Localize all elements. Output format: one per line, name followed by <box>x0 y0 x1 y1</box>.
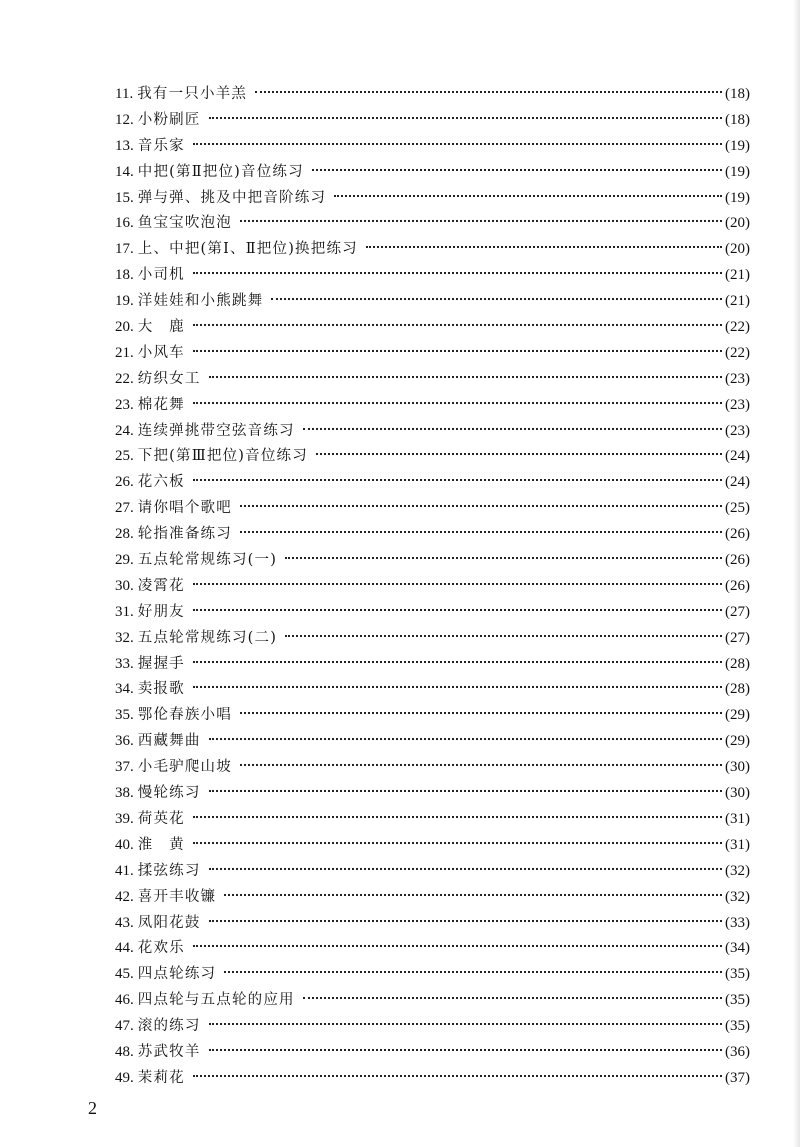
entry-title: 小毛驴爬山坡 <box>137 759 232 776</box>
entry-page-number: (26) <box>725 577 750 594</box>
dot-leader <box>366 246 722 248</box>
entry-title: 凌霄花 <box>137 577 185 594</box>
entry-title: 弹与弹、挑及中把音阶练习 <box>137 189 327 206</box>
entry-page-number: (35) <box>725 966 750 983</box>
entry-number: 33. <box>115 655 134 672</box>
toc-entry <box>115 315 750 341</box>
dot-leader <box>209 1049 722 1051</box>
toc-entry <box>115 807 750 833</box>
dot-leader <box>209 920 722 922</box>
entry-number: 27. <box>115 500 134 517</box>
entry-title: 中把(第Ⅱ把位)音位练习 <box>137 163 304 180</box>
entry-number: 41. <box>115 862 134 879</box>
entry-number: 13. <box>115 137 134 154</box>
entry-title: 西藏舞曲 <box>137 733 201 750</box>
entry-title: 凤阳花鼓 <box>137 914 201 931</box>
toc-entry <box>115 496 750 522</box>
entry-title: 请你唱个歌吧 <box>137 500 232 517</box>
entry-title: 棉花舞 <box>137 396 185 413</box>
entry-number: 22. <box>115 370 134 387</box>
dot-leader <box>224 971 722 973</box>
entry-title: 茉莉花 <box>137 1069 185 1086</box>
dot-leader <box>193 350 722 352</box>
entry-title: 好朋友 <box>137 603 185 620</box>
toc-entry <box>115 444 750 470</box>
toc-entry <box>115 82 750 108</box>
dot-leader <box>209 376 722 378</box>
toc-entry <box>115 160 750 186</box>
entry-page-number: (28) <box>725 655 750 672</box>
entry-page-number: (23) <box>725 422 750 439</box>
entry-page-number: (34) <box>725 940 750 957</box>
toc-entry <box>115 1066 750 1092</box>
dot-leader <box>240 531 722 533</box>
entry-title: 握握手 <box>137 655 185 672</box>
entry-title: 小司机 <box>137 267 185 284</box>
toc-entry <box>115 781 750 807</box>
entry-number: 24. <box>115 422 134 439</box>
entry-page-number: (18) <box>725 86 750 102</box>
entry-number: 46. <box>115 992 134 1009</box>
entry-title: 四点轮与五点轮的应用 <box>137 992 295 1009</box>
entry-page-number: (26) <box>725 552 750 569</box>
dot-leader <box>209 738 722 740</box>
entry-page-number: (35) <box>725 1018 750 1035</box>
toc-entry <box>115 419 750 445</box>
toc-entry <box>115 574 750 600</box>
dot-leader <box>193 816 722 818</box>
entry-title: 苏武牧羊 <box>137 1043 201 1060</box>
toc-entry <box>115 470 750 496</box>
entry-number: 42. <box>115 888 134 905</box>
entry-number: 25. <box>115 448 134 465</box>
entry-title: 慢轮练习 <box>137 785 201 802</box>
entry-number: 36. <box>115 733 134 750</box>
entry-title: 鄂伦春族小唱 <box>137 707 232 724</box>
entry-page-number: (26) <box>725 526 750 543</box>
entry-number: 45. <box>115 966 134 983</box>
toc-entry <box>115 367 750 393</box>
dot-leader <box>312 169 722 171</box>
toc-entry <box>115 859 750 885</box>
dot-leader <box>240 712 722 714</box>
toc-entry <box>115 962 750 988</box>
toc-entry <box>115 548 750 574</box>
toc-entry <box>115 186 750 212</box>
dot-leader <box>209 117 722 119</box>
entry-title: 洋娃娃和小熊跳舞 <box>137 293 264 310</box>
page-number: 2 <box>88 1098 97 1118</box>
entry-title: 揉弦练习 <box>137 862 201 879</box>
entry-number: 29. <box>115 552 134 569</box>
entry-page-number: (33) <box>725 914 750 931</box>
dot-leader <box>271 298 722 300</box>
entry-number: 14. <box>115 163 134 180</box>
dot-leader <box>209 868 722 870</box>
entry-page-number: (18) <box>725 111 750 128</box>
toc-entry <box>115 263 750 289</box>
entry-page-number: (22) <box>725 344 750 361</box>
toc-entry <box>115 729 750 755</box>
entry-title: 卖报歌 <box>137 681 185 698</box>
entry-title: 小风车 <box>137 344 185 361</box>
entry-page-number: (30) <box>725 759 750 776</box>
dot-leader <box>255 91 722 93</box>
entry-page-number: (21) <box>725 293 750 310</box>
dot-leader <box>193 686 722 688</box>
entry-number: 12. <box>115 111 134 128</box>
toc-entry <box>115 833 750 859</box>
entry-page-number: (19) <box>725 137 750 154</box>
entry-page-number: (32) <box>725 862 750 879</box>
page-edge-shadow <box>793 0 800 1147</box>
dot-leader <box>334 195 722 197</box>
dot-leader <box>193 143 722 145</box>
entry-page-number: (21) <box>725 267 750 284</box>
entry-page-number: (32) <box>725 888 750 905</box>
dot-leader <box>209 1023 722 1025</box>
dot-leader <box>240 764 722 766</box>
toc-entry <box>115 652 750 678</box>
toc-entry <box>115 134 750 160</box>
entry-page-number: (24) <box>725 448 750 465</box>
toc-entry <box>115 522 750 548</box>
dot-leader <box>303 997 722 999</box>
entry-title: 淮 黄 <box>137 836 185 853</box>
entry-page-number: (24) <box>725 474 750 491</box>
toc-entry <box>115 1040 750 1066</box>
entry-number: 26. <box>115 474 134 491</box>
dot-leader <box>193 609 722 611</box>
toc-entry <box>115 289 750 315</box>
entry-page-number: (29) <box>725 707 750 724</box>
entry-title: 小粉刷匠 <box>137 111 201 128</box>
toc-entry <box>115 600 750 626</box>
entry-page-number: (27) <box>725 629 750 646</box>
dot-leader <box>193 272 722 274</box>
dot-leader <box>193 479 722 481</box>
toc-entry <box>115 911 750 937</box>
entry-page-number: (29) <box>725 733 750 750</box>
dot-leader <box>193 583 722 585</box>
dot-leader <box>285 557 722 559</box>
entry-number: 35. <box>115 707 134 724</box>
entry-page-number: (28) <box>725 681 750 698</box>
entry-number: 48. <box>115 1043 134 1060</box>
entry-page-number: (22) <box>725 319 750 336</box>
toc-entry <box>115 677 750 703</box>
entry-page-number: (31) <box>725 836 750 853</box>
dot-leader <box>209 790 722 792</box>
entry-number: 47. <box>115 1018 134 1035</box>
dot-leader <box>303 428 722 430</box>
entry-number: 31. <box>115 603 134 620</box>
entry-page-number: (30) <box>725 785 750 802</box>
entry-number: 44. <box>115 940 134 957</box>
toc-entry <box>115 393 750 419</box>
dot-leader <box>193 402 722 404</box>
toc-entry <box>115 237 750 263</box>
entry-page-number: (19) <box>725 163 750 180</box>
entry-number: 21. <box>115 344 134 361</box>
dot-leader <box>193 842 722 844</box>
entry-number: 43. <box>115 914 134 931</box>
entry-page-number: (20) <box>725 241 750 258</box>
entry-number: 20. <box>115 319 134 336</box>
toc-entry <box>115 211 750 237</box>
entry-number: 49. <box>115 1069 134 1086</box>
toc-entry <box>115 341 750 367</box>
entry-number: 30. <box>115 577 134 594</box>
entry-page-number: (37) <box>725 1069 750 1086</box>
toc-entry <box>115 1014 750 1040</box>
dot-leader <box>193 945 722 947</box>
entry-title: 喜开丰收镰 <box>137 888 217 905</box>
entry-page-number: (27) <box>725 603 750 620</box>
dot-leader <box>240 505 722 507</box>
dot-leader <box>193 661 722 663</box>
entry-number: 15. <box>115 189 134 206</box>
entry-title: 滚的练习 <box>137 1018 201 1035</box>
entry-title: 连续弹挑带空弦音练习 <box>137 422 295 439</box>
entry-title: 纺织女工 <box>137 370 201 387</box>
entry-number: 23. <box>115 396 134 413</box>
entry-title: 音乐家 <box>137 137 185 154</box>
entry-title: 五点轮常规练习(二) <box>137 629 278 646</box>
dot-leader <box>224 894 722 896</box>
dot-leader <box>316 453 722 455</box>
entry-number: 16. <box>115 215 134 232</box>
entry-title: 五点轮常规练习(一) <box>137 552 278 569</box>
entry-page-number: (23) <box>725 396 750 413</box>
entry-number: 11. <box>115 86 134 102</box>
entry-number: 39. <box>115 810 134 827</box>
entry-title: 我有一只小羊羔 <box>137 86 248 102</box>
entry-page-number: (20) <box>725 215 750 232</box>
entry-title: 荷英花 <box>137 810 185 827</box>
entry-title: 大 鹿 <box>137 319 185 336</box>
toc-entry <box>115 988 750 1014</box>
entry-number: 40. <box>115 836 134 853</box>
toc-entry <box>115 755 750 781</box>
toc-entry <box>115 936 750 962</box>
entry-title: 下把(第Ⅲ把位)音位练习 <box>137 448 308 465</box>
entry-page-number: (36) <box>725 1043 750 1060</box>
table-of-contents <box>115 82 750 1092</box>
entry-title: 花六板 <box>137 474 185 491</box>
toc-entry <box>115 626 750 652</box>
entry-number: 28. <box>115 526 134 543</box>
dot-leader <box>193 324 722 326</box>
entry-page-number: (35) <box>725 992 750 1009</box>
entry-title: 上、中把(第Ⅰ、Ⅱ把位)换把练习 <box>137 241 358 258</box>
dot-leader <box>285 635 722 637</box>
toc-entry <box>115 703 750 729</box>
entry-number: 34. <box>115 681 134 698</box>
entry-page-number: (31) <box>725 810 750 827</box>
entry-number: 38. <box>115 785 134 802</box>
toc-entry <box>115 108 750 134</box>
entry-title: 花欢乐 <box>137 940 185 957</box>
entry-title: 鱼宝宝吹泡泡 <box>137 215 232 232</box>
entry-number: 18. <box>115 267 134 284</box>
entry-title: 轮指准备练习 <box>137 526 232 543</box>
entry-number: 37. <box>115 759 134 776</box>
entry-title: 四点轮练习 <box>137 966 217 983</box>
dot-leader <box>240 220 722 222</box>
entry-page-number: (19) <box>725 189 750 206</box>
toc-entry <box>115 885 750 911</box>
entry-page-number: (23) <box>725 370 750 387</box>
entry-number: 19. <box>115 293 134 310</box>
entry-page-number: (25) <box>725 500 750 517</box>
entry-number: 17. <box>115 241 134 258</box>
entry-number: 32. <box>115 629 134 646</box>
dot-leader <box>193 1075 722 1077</box>
